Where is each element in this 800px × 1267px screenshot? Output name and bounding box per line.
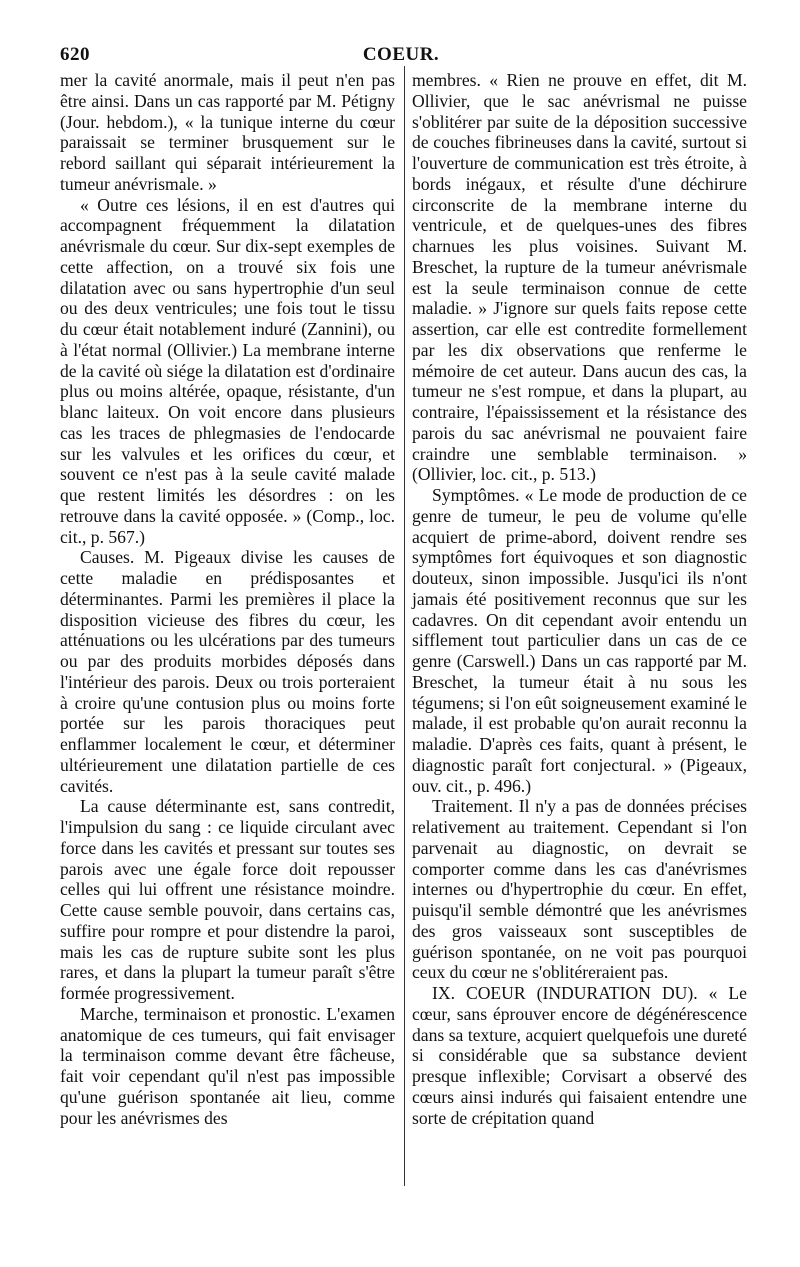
paragraph: Symptômes. « Le mode de production de ce genre de tumeur, le peu de volume qu'elle acquiert de prime-abord, doivent rendre ses symptômes fort équivoques et son diagnostic douteux, sinon impossible. Jusqu'ici ils n'ont jamais été positivement reconnus que sur les cadavres. On dit cependant avoir entendu un sifflement tout particulier dans un cas de ce genre (Carswell.) Dans un cas rapporté par M. Breschet, la tumeur était à nu sous les tégumens; si l'on eût soigneusement examiné le malade, il est probable qu'on aurait reconnu la maladie. D'après ces faits, quant à présent, le diagnostic paraît fort conjectural. » (Pigeaux, ouv. cit., p. 496.) [412, 485, 747, 796]
paragraph: La cause déterminante est, sans contredit, l'impulsion du sang : ce liquide circulant avec force dans les cavités et pressant sur toutes ses parois avec une égale force doit repousser celles qui lui offrent une résistance moindre. Cette cause semble pouvoir, dans certains cas, suffire pour rompre et pour distendre la paroi, mais les cas de rupture subite sont les plus rares, et dans la plupart la tumeur paraît s'être formée progressivement. [60, 796, 395, 1003]
paragraph: membres. « Rien ne prouve en effet, dit M. Ollivier, que le sac anévrismal ne puisse s'oblitérer par suite de la déposition successive de couches fibrineuses dans la cavité, surtout si l'ouverture de communication est très étroite, à bords inégaux, et résulte d'une déchirure circonscrite de la membrane interne du ventricule, et de quelques-unes des fibres charnues les plus voisines. Suivant M. Breschet, la rupture de la tumeur anévrismale est la seule terminaison connue de cette maladie. » J'ignore sur quels faits repose cette assertion, car elle est contredite formellement par les dix observations que renferme le mémoire de cet auteur. Dans aucun des cas, la tumeur ne s'est rompue, et dans la plupart, au contraire, l'épaississement et la résistance des parois du sac anévrismal ne pouvaient faire craindre une semblable terminaison. » (Ollivier, loc. cit., p. 513.) [412, 70, 747, 485]
paragraph: Causes. M. Pigeaux divise les causes de cette maladie en prédisposantes et déterminantes. Parmi les premières il place la disposition vicieuse des fibres du cœur, les atténuations ou les ulcérations par des tumeurs ou par des produits morbides déposés dans l'intérieur des parois. Deux ou trois porteraient à croire qu'une contusion plus ou moins forte portée sur les parois thoraciques peut enflammer localement le cœur, et déterminer ultérieurement une dilatation partielle de ces cavités. [60, 547, 395, 796]
paragraph: mer la cavité anormale, mais il peut n'en pas être ainsi. Dans un cas rapporté par M. Pétigny (Jour. hebdom.), « la tunique interne du cœur paraissait se terminer brusquement sur le rebord saillant qui séparait intérieurement la tumeur anévrismale. » [60, 70, 395, 194]
running-header [60, 44, 742, 70]
right-column [412, 70, 747, 1128]
paragraph: « Outre ces lésions, il en est d'autres qui accompagnent fréquemment la dilatation anévrismale du cœur. Sur dix-sept exemples de cette affection, on a trouvé six fois une dilatation avec ou sans hypertrophie d'un seul ou des deux ventricules; une fois tout le tissu du cœur était notablement induré (Zannini), ou à l'état normal (Ollivier.) La membrane interne de la cavité où siége la dilatation est d'ordinaire plus ou moins altérée, opaque, résistante, d'un blanc laiteux. On voit encore dans plusieurs cas les traces de phlegmasies de l'endocarde sur les valvules et les orifices du cœur, et souvent ce n'est pas à la seule cavité malade que restent limités les désordres : on les retrouve dans la cavité opposée. » (Comp., loc. cit., p. 567.) [60, 194, 395, 547]
paragraph: Traitement. Il n'y a pas de données précises relativement au traitement. Cependant si l'on parvenait au diagnostic, on devrait se comporter comme dans les cas d'anévrismes internes ou d'hypertrophie du cœur. En effet, puisqu'il semble démontré que les anévrismes des gros vaisseaux sont susceptibles de guérison spontanée, on ne voit pas pourquoi ceux du cœur ne s'oblitéreraient pas. [412, 796, 747, 983]
left-column [60, 70, 395, 1128]
paragraph: IX. COEUR (INDURATION DU). « Le cœur, sans éprouver encore de dégénérescence dans sa texture, acquiert quelquefois une dureté si considérable que sa substance devient presque inflexible; Corvisart a observé des cœurs ainsi indurés qui faisaient entendre une sorte de crépitation quand [412, 983, 747, 1128]
column-divider [404, 66, 405, 1186]
paragraph: Marche, terminaison et pronostic. L'examen anatomique de ces tumeurs, qui fait envisager la terminaison comme devant être fâcheuse, fait voir cependant qu'il n'est pas impossible qu'une guérison spontanée ait lieu, comme pour les anévrismes des [60, 1003, 395, 1128]
page-number: 620 [60, 44, 90, 65]
running-title: COEUR. [362, 44, 440, 65]
